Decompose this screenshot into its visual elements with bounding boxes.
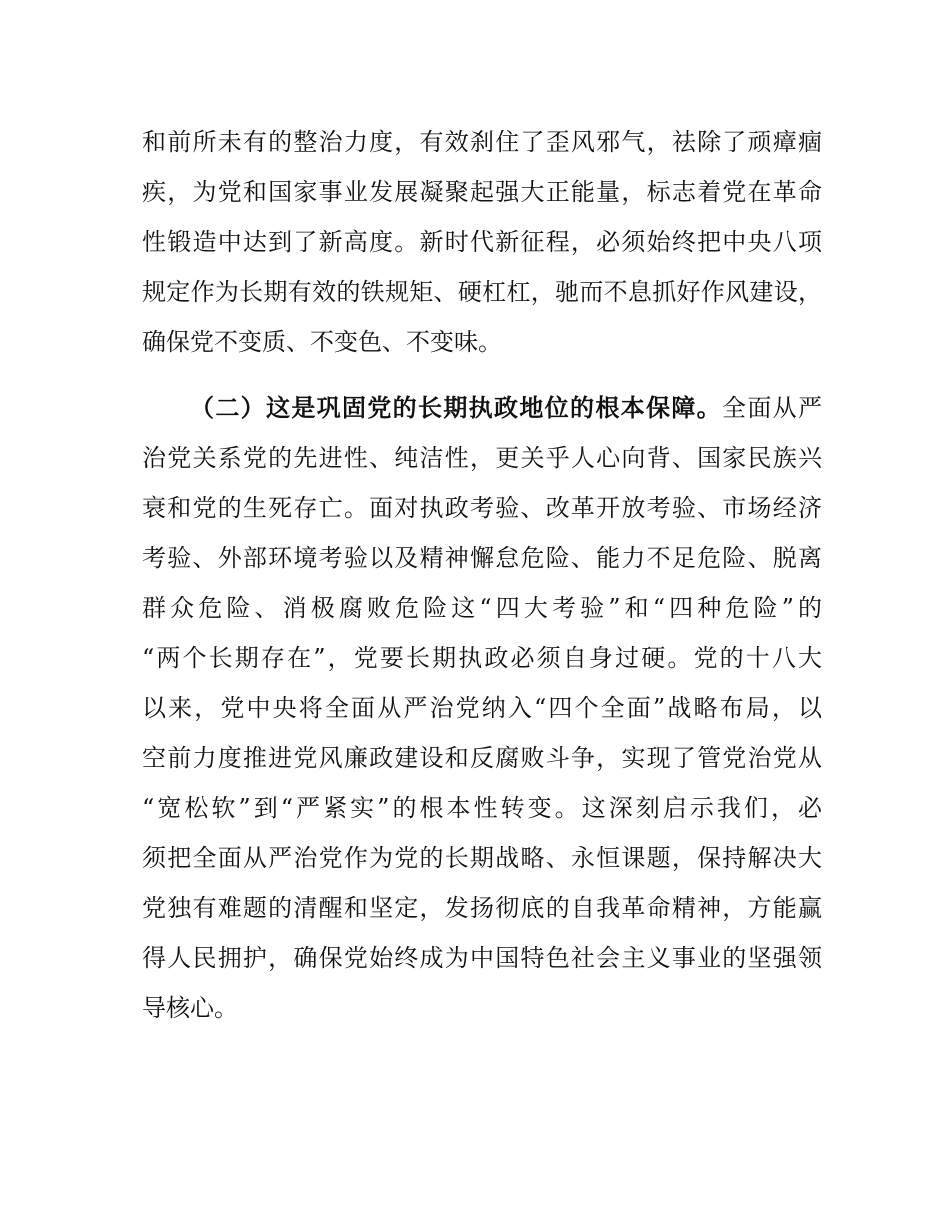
- paragraph-2-line-3: 衰和党的生死存亡。面对执政考验、改革开放考验、市场经济: [142, 494, 822, 522]
- paragraph-2-line-9: “宽松软”到“严紧实”的根本性转变。这深刻启示我们，必: [142, 794, 822, 822]
- paragraph-2-first-line-rest: 全面从严: [722, 394, 822, 422]
- paragraph-2-line-12: 得人民拥护，确保党始终成为中国特色社会主义事业的坚强领: [142, 944, 822, 972]
- paragraph-1-line-1: 和前所未有的整治力度，有效刹住了歪风邪气，祛除了顽瘴痼: [142, 128, 822, 156]
- paragraph-2-first-line: [190, 388, 822, 428]
- paragraph-1-line-2: 疾，为党和国家事业发展凝聚起强大正能量，标志着党在革命: [142, 178, 822, 206]
- paragraph-2-line-2: 治党关系党的先进性、纯洁性，更关乎人心向背、国家民族兴: [142, 444, 822, 472]
- paragraph-1-line-4: 规定作为长期有效的铁规矩、硬杠杠，驰而不息抓好作风建设，: [142, 278, 822, 306]
- paragraph-2-line-7: 以来，党中央将全面从严治党纳入“四个全面”战略布局，以: [142, 694, 822, 722]
- paragraph-2-line-10: 须把全面从严治党作为党的长期战略、永恒课题，保持解决大: [142, 844, 822, 872]
- paragraph-1-line-5: 确保党不变质、不变色、不变味。: [142, 328, 502, 356]
- paragraph-2-line-4: 考验、外部环境考验以及精神懈怠危险、能力不足危险、脱离: [142, 544, 822, 572]
- paragraph-2-line-5: 群众危险、消极腐败危险这“四大考验”和“四种危险”的: [142, 594, 822, 622]
- paragraph-2-line-13: 导核心。: [142, 994, 238, 1022]
- paragraph-2-line-8: 空前力度推进党风廉政建设和反腐败斗争，实现了管党治党从: [142, 744, 822, 772]
- paragraph-1-line-3: 性锻造中达到了新高度。新时代新征程，必须始终把中央八项: [142, 228, 822, 256]
- paragraph-2-line-6: “两个长期存在”，党要长期执政必须自身过硬。党的十八大: [142, 644, 822, 672]
- paragraph-2-line-11: 党独有难题的清醒和坚定，发扬彻底的自我革命精神，方能赢: [142, 894, 822, 922]
- section-heading: （二）这是巩固党的长期执政地位的根本保障。: [190, 394, 722, 422]
